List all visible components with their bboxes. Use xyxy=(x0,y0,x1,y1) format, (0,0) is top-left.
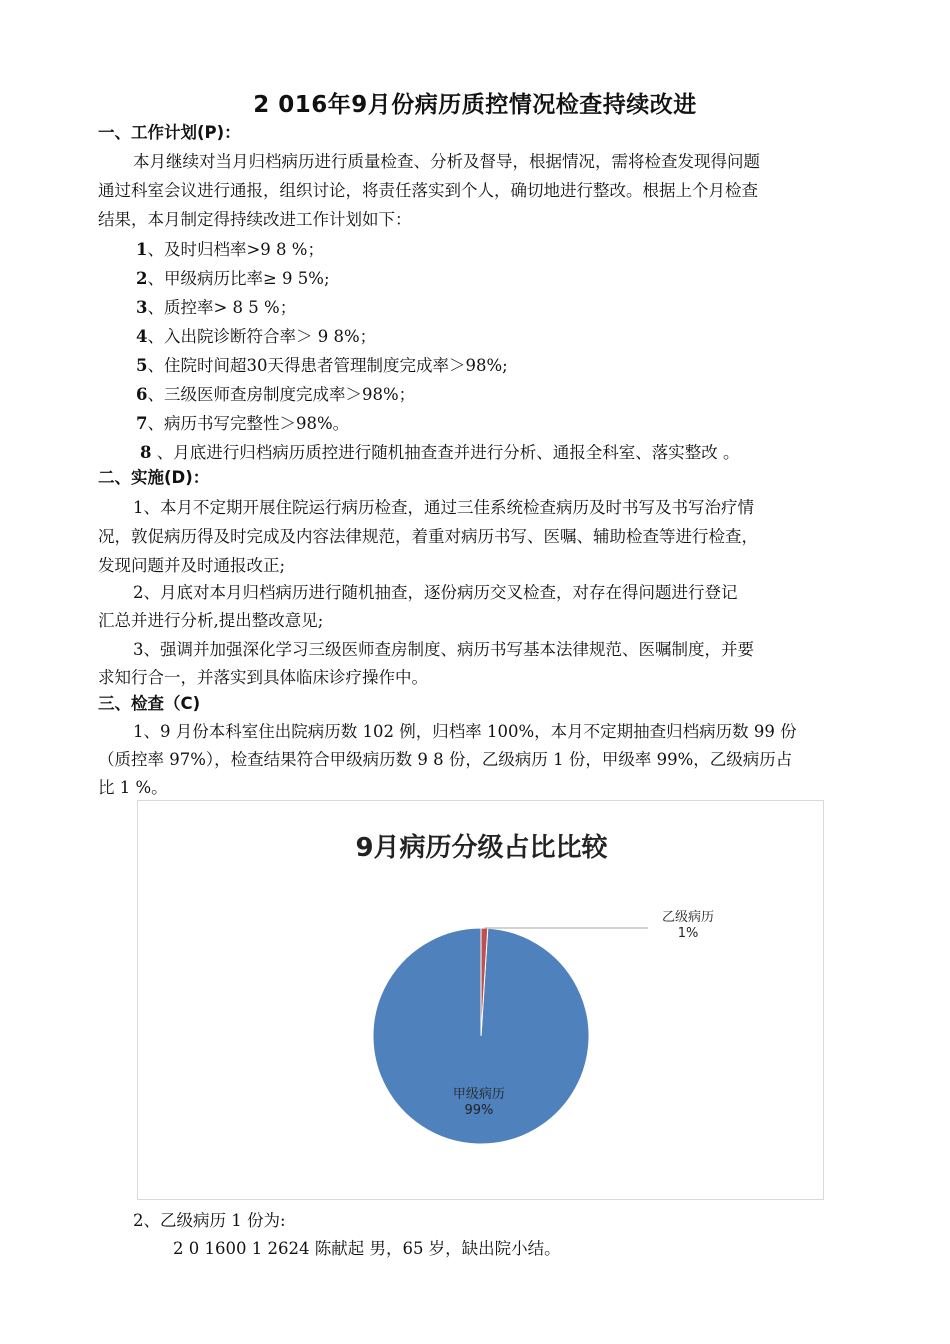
section2-heading: 二、实施(D)： xyxy=(98,468,210,487)
section2-line: 求知行合一，并落实到具体临床诊疗操作中。 xyxy=(98,668,428,687)
plan-item-text: 、及时归档率>9 8 %； xyxy=(147,240,324,259)
plan-item-text: 、住院时间超30天得患者管理制度完成率＞98%; xyxy=(147,356,508,375)
section1-heading: 一、工作计划(P)： xyxy=(98,123,241,142)
slice-label-percent: 99% xyxy=(464,1102,494,1118)
plan-item-4 xyxy=(136,325,376,349)
plan-item-5 xyxy=(136,354,508,378)
plan-item-6 xyxy=(136,383,415,407)
slice-label-name: 乙级病历 xyxy=(661,910,714,925)
plan-item-text: 、入出院诊断符合率＞ 9 8%； xyxy=(147,327,377,346)
plan-item-number: 6 xyxy=(136,385,148,404)
slice-label-grade-a xyxy=(439,1087,519,1119)
section2-line: 2、月底对本月归档病历进行随机抽查，逐份病历交叉检查，对存在得问题进行登记 xyxy=(133,583,738,602)
plan-item-number: 1 xyxy=(136,240,148,259)
pie-chart xyxy=(137,800,824,1200)
pie-chart-svg xyxy=(138,801,825,1201)
section3-line: （质控率 97%），检查结果符合甲级病历数 9 8 份，乙级病历 1 份，甲级率 99%，乙级病历占 xyxy=(98,750,793,769)
plan-item-1 xyxy=(136,238,324,262)
section3-line: 比 1 %。 xyxy=(98,778,168,797)
document-title: 2 016年9月份病历质控情况检查持续改进 xyxy=(253,92,697,118)
plan-item-2 xyxy=(136,267,330,291)
chart-title: 9月病历分级占比比较 xyxy=(355,833,608,863)
slice-label-name: 甲级病历 xyxy=(452,1086,505,1102)
section2-line: 汇总并进行分析,提出整改意见; xyxy=(98,611,324,630)
section2-line: 况，敦促病历得及时完成及内容法律规范，着重对病历书写、医嘱、辅助检查等进行检查， xyxy=(98,527,758,546)
plan-item-number: 7 xyxy=(136,414,148,433)
section2-line: 1、本月不定期开展住院运行病历检查，通过三佳系统检查病历及时书写及书写治疗情 xyxy=(133,498,754,517)
plan-item-7 xyxy=(136,412,349,436)
section1-intro-line: 结果，本月制定得持续改进工作计划如下： xyxy=(98,210,412,229)
section3-after-chart-line: 2 0 1600 1 2624 陈献起 男，65 岁，缺出院小结。 xyxy=(173,1239,561,1258)
plan-item-text: 、质控率> 8 5 %； xyxy=(147,298,297,317)
plan-item-number: 8 xyxy=(140,443,152,462)
plan-item-text: 、甲级病历比率≥ 9 5%; xyxy=(147,269,330,288)
plan-item-number: 3 xyxy=(136,298,148,317)
plan-item-number: 5 xyxy=(136,356,148,375)
section3-heading: 三、检查（C) xyxy=(98,694,201,713)
section1-intro-line: 通过科室会议进行通报，组织讨论，将责任落实到个人，确切地进行整改。根据上个月检查 xyxy=(98,181,758,200)
section3-line: 1、9 月份本科室住出院病历数 102 例，归档率 100%，本月不定期抽查归档病历数 99 份 xyxy=(133,722,797,741)
section2-line: 3、强调并加强深化学习三级医师查房制度、病历书写基本法律规范、医嘱制度，并要 xyxy=(133,640,754,659)
slice-label-grade-b xyxy=(648,910,728,942)
plan-item-3 xyxy=(136,296,296,320)
section1-intro-line: 本月继续对当月归档病历进行质量检查、分析及督导，根据情况，需将检查发现得问题 xyxy=(133,152,760,171)
plan-item-8 xyxy=(140,441,739,465)
plan-item-number: 4 xyxy=(136,327,148,346)
plan-item-number: 2 xyxy=(136,269,148,288)
plan-item-text: 、病历书写完整性＞98%。 xyxy=(147,414,350,433)
section2-line: 发现问题并及时通报改正; xyxy=(98,556,286,575)
plan-item-text: 、三级医师查房制度完成率＞98%； xyxy=(147,385,416,404)
section3-after-chart-line: 2、乙级病历 1 份为: xyxy=(133,1211,286,1230)
plan-item-text: 、月底进行归档病历质控进行随机抽查查并进行分析、通报全科室、落实整改 。 xyxy=(151,443,740,462)
slice-label-percent: 1% xyxy=(677,926,699,941)
